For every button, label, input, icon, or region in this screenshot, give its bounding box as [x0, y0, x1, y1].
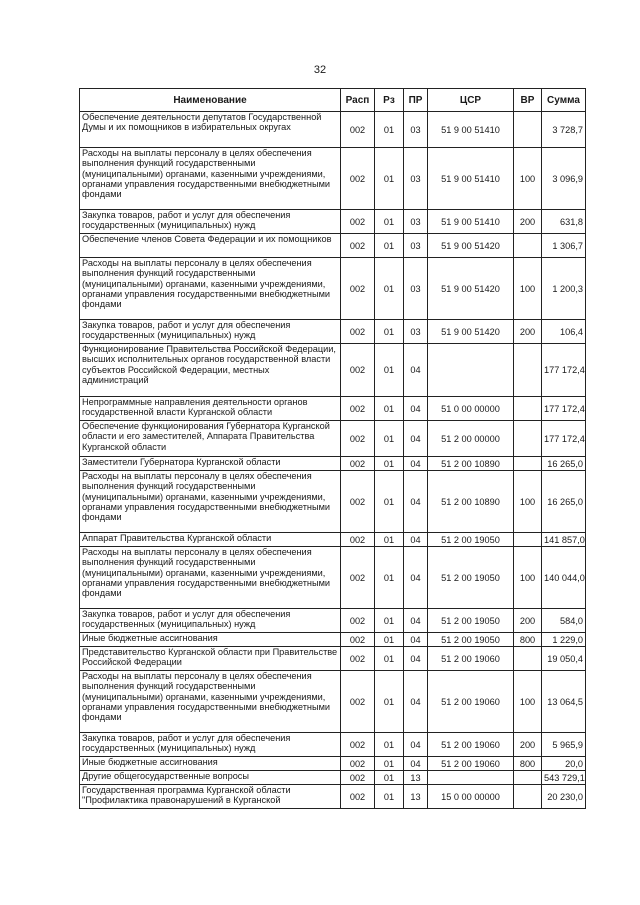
- row-pr: 04: [404, 344, 428, 397]
- row-pr: 03: [404, 234, 428, 258]
- row-rz: 01: [375, 234, 404, 258]
- row-name: Государственная программа Курганской области "Профилактика правонарушений в Курганской: [80, 785, 341, 809]
- row-sum: 20,0: [542, 757, 586, 771]
- row-vr: 800: [514, 757, 542, 771]
- row-rasp: 002: [341, 533, 375, 547]
- row-name: Закупка товаров, работ и услуг для обеспечения государственных (муниципальных) нужд: [80, 210, 341, 234]
- row-sum: 5 965,9: [542, 733, 586, 757]
- table-header: [80, 89, 586, 112]
- row-rz: 01: [375, 148, 404, 210]
- row-vr: 200: [514, 733, 542, 757]
- row-vr: 200: [514, 609, 542, 633]
- row-csr: 51 9 00 51410: [428, 148, 514, 210]
- row-vr: 200: [514, 210, 542, 234]
- row-name: Иные бюджетные ассигнования: [80, 633, 341, 647]
- row-rasp: 002: [341, 397, 375, 421]
- table-row: [80, 633, 586, 647]
- row-sum: 16 265,0: [542, 457, 586, 471]
- row-name: Закупка товаров, работ и услуг для обеспечения государственных (муниципальных) нужд: [80, 320, 341, 344]
- row-rasp: 002: [341, 757, 375, 771]
- row-rz: 01: [375, 210, 404, 234]
- table-row: [80, 234, 586, 258]
- row-sum: 177 172,4: [542, 344, 586, 397]
- table-row: [80, 457, 586, 471]
- row-pr: 04: [404, 397, 428, 421]
- row-name: Расходы на выплаты персоналу в целях обеспечения выполнения функций государственными (муниципальными) органами, казенными учреждениями, органами управления государственными внебюджетными фондами: [80, 547, 341, 609]
- row-csr: 51 2 00 19050: [428, 609, 514, 633]
- row-rasp: 002: [341, 671, 375, 733]
- row-rz: 01: [375, 757, 404, 771]
- row-rasp: 002: [341, 320, 375, 344]
- row-rz: 01: [375, 112, 404, 148]
- row-sum: 141 857,0: [542, 533, 586, 547]
- table-row: [80, 112, 586, 148]
- row-pr: 13: [404, 771, 428, 785]
- row-sum: 177 172,4: [542, 421, 586, 457]
- header-sum: Сумма: [542, 89, 586, 112]
- page-number: 32: [313, 64, 327, 76]
- row-vr: 200: [514, 320, 542, 344]
- row-vr: [514, 785, 542, 809]
- header-row: [80, 89, 586, 112]
- row-sum: 1 229,0: [542, 633, 586, 647]
- row-name: Другие общегосударственные вопросы: [80, 771, 341, 785]
- row-sum: 13 064,5: [542, 671, 586, 733]
- table-row: [80, 547, 586, 609]
- row-pr: 03: [404, 258, 428, 320]
- row-rz: 01: [375, 344, 404, 397]
- table-body: [80, 112, 586, 809]
- row-rasp: 002: [341, 148, 375, 210]
- row-vr: [514, 112, 542, 148]
- row-rasp: 002: [341, 733, 375, 757]
- row-csr: 51 9 00 51410: [428, 112, 514, 148]
- row-csr: 51 2 00 00000: [428, 421, 514, 457]
- row-name: Представительство Курганской области при Правительстве Российской Федерации: [80, 647, 341, 671]
- row-sum: 1 200,3: [542, 258, 586, 320]
- row-name: Расходы на выплаты персоналу в целях обеспечения выполнения функций государственными (муниципальными) органами, казенными учреждениями, органами управления государственными внебюджетными фондами: [80, 258, 341, 320]
- row-pr: 04: [404, 533, 428, 547]
- row-name: Обеспечение функционирования Губернатора Курганской области и его заместителей, Аппарата Правительства Курганской области: [80, 421, 341, 457]
- row-csr: 51 9 00 51420: [428, 258, 514, 320]
- row-sum: 106,4: [542, 320, 586, 344]
- row-pr: 13: [404, 785, 428, 809]
- row-vr: [514, 457, 542, 471]
- row-sum: 1 306,7: [542, 234, 586, 258]
- table-row: [80, 533, 586, 547]
- row-rasp: 002: [341, 547, 375, 609]
- row-csr: 51 2 00 19060: [428, 647, 514, 671]
- row-csr: 51 9 00 51410: [428, 210, 514, 234]
- header-rasp: Расп: [341, 89, 375, 112]
- header-name: Наименование: [80, 89, 341, 112]
- row-vr: [514, 421, 542, 457]
- row-rz: 01: [375, 457, 404, 471]
- table-row: [80, 258, 586, 320]
- row-rz: 01: [375, 633, 404, 647]
- table-row: [80, 210, 586, 234]
- table-row: [80, 471, 586, 533]
- row-rasp: 002: [341, 112, 375, 148]
- row-pr: 03: [404, 320, 428, 344]
- row-pr: 03: [404, 112, 428, 148]
- row-sum: 3 728,7: [542, 112, 586, 148]
- row-sum: 19 050,4: [542, 647, 586, 671]
- row-rasp: 002: [341, 785, 375, 809]
- header-vr: ВР: [514, 89, 542, 112]
- row-csr: 51 2 00 19060: [428, 671, 514, 733]
- row-rz: 01: [375, 771, 404, 785]
- row-csr: [428, 771, 514, 785]
- row-csr: 51 2 00 19050: [428, 533, 514, 547]
- row-rasp: 002: [341, 771, 375, 785]
- row-rasp: 002: [341, 609, 375, 633]
- row-csr: [428, 344, 514, 397]
- row-pr: 04: [404, 609, 428, 633]
- row-vr: [514, 647, 542, 671]
- row-csr: 51 2 00 10890: [428, 471, 514, 533]
- table-row: [80, 671, 586, 733]
- row-vr: 100: [514, 471, 542, 533]
- row-rz: 01: [375, 609, 404, 633]
- row-name: Заместители Губернатора Курганской области: [80, 457, 341, 471]
- row-rasp: 002: [341, 258, 375, 320]
- row-rz: 01: [375, 471, 404, 533]
- header-pr: ПР: [404, 89, 428, 112]
- row-rz: 01: [375, 258, 404, 320]
- row-name: Расходы на выплаты персоналу в целях обеспечения выполнения функций государственными (муниципальными) органами, казенными учреждениями, органами управления государственными внебюджетными фондами: [80, 671, 341, 733]
- row-pr: 04: [404, 733, 428, 757]
- row-pr: 04: [404, 547, 428, 609]
- row-rz: 01: [375, 397, 404, 421]
- table-row: [80, 148, 586, 210]
- row-name: Обеспечение членов Совета Федерации и их помощников: [80, 234, 341, 258]
- row-vr: 100: [514, 258, 542, 320]
- row-vr: 100: [514, 671, 542, 733]
- row-rz: 01: [375, 547, 404, 609]
- table-row: [80, 609, 586, 633]
- row-pr: 04: [404, 757, 428, 771]
- row-name: Непрограммные направления деятельности органов государственной власти Курганской области: [80, 397, 341, 421]
- row-csr: 51 2 00 19050: [428, 633, 514, 647]
- row-rasp: 002: [341, 344, 375, 397]
- table-row: [80, 397, 586, 421]
- row-name: Функционирование Правительства Российской Федерации, высших исполнительных органов государственной власти субъектов Российской Федерации, местных администраций: [80, 344, 341, 397]
- row-name: Расходы на выплаты персоналу в целях обеспечения выполнения функций государственными (муниципальными) органами, казенными учреждениями, органами управления государственными внебюджетными фондами: [80, 471, 341, 533]
- row-rasp: 002: [341, 457, 375, 471]
- table-row: [80, 785, 586, 809]
- header-csr: ЦСР: [428, 89, 514, 112]
- row-rz: 01: [375, 320, 404, 344]
- row-rz: 01: [375, 421, 404, 457]
- row-sum: 543 729,1: [542, 771, 586, 785]
- row-pr: 04: [404, 457, 428, 471]
- row-sum: 3 096,9: [542, 148, 586, 210]
- row-rasp: 002: [341, 471, 375, 533]
- row-pr: 04: [404, 421, 428, 457]
- table-row: [80, 344, 586, 397]
- row-vr: 100: [514, 547, 542, 609]
- table-row: [80, 320, 586, 344]
- row-vr: [514, 397, 542, 421]
- row-name: Закупка товаров, работ и услуг для обеспечения государственных (муниципальных) нужд: [80, 733, 341, 757]
- row-sum: 20 230,0: [542, 785, 586, 809]
- row-rasp: 002: [341, 421, 375, 457]
- row-pr: 04: [404, 633, 428, 647]
- row-name: Расходы на выплаты персоналу в целях обеспечения выполнения функций государственными (муниципальными) органами, казенными учреждениями, органами управления государственными внебюджетными фондами: [80, 148, 341, 210]
- row-pr: 04: [404, 471, 428, 533]
- row-sum: 177 172,4: [542, 397, 586, 421]
- row-rasp: 002: [341, 234, 375, 258]
- row-sum: 631,8: [542, 210, 586, 234]
- row-csr: 15 0 00 00000: [428, 785, 514, 809]
- row-pr: 03: [404, 210, 428, 234]
- row-vr: [514, 234, 542, 258]
- row-sum: 140 044,0: [542, 547, 586, 609]
- row-pr: 04: [404, 647, 428, 671]
- row-rasp: 002: [341, 633, 375, 647]
- row-vr: [514, 771, 542, 785]
- row-name: Закупка товаров, работ и услуг для обеспечения государственных (муниципальных) нужд: [80, 609, 341, 633]
- row-sum: 584,0: [542, 609, 586, 633]
- row-rasp: 002: [341, 647, 375, 671]
- table-row: [80, 757, 586, 771]
- row-vr: 800: [514, 633, 542, 647]
- row-rz: 01: [375, 671, 404, 733]
- row-name: Иные бюджетные ассигнования: [80, 757, 341, 771]
- row-vr: [514, 533, 542, 547]
- row-csr: 51 2 00 19060: [428, 733, 514, 757]
- table-row: [80, 647, 586, 671]
- row-csr: 51 9 00 51420: [428, 320, 514, 344]
- row-name: Обеспечение деятельности депутатов Государственной Думы и их помощников в избирательных округах: [80, 112, 341, 148]
- budget-table: [79, 88, 586, 809]
- table-row: [80, 771, 586, 785]
- row-name: Аппарат Правительства Курганской области: [80, 533, 341, 547]
- row-rasp: 002: [341, 210, 375, 234]
- header-rz: Рз: [375, 89, 404, 112]
- row-rz: 01: [375, 533, 404, 547]
- table-row: [80, 421, 586, 457]
- row-csr: 51 2 00 19050: [428, 547, 514, 609]
- row-csr: 51 9 00 51420: [428, 234, 514, 258]
- table-row: [80, 733, 586, 757]
- row-vr: [514, 344, 542, 397]
- row-vr: 100: [514, 148, 542, 210]
- row-csr: 51 2 00 10890: [428, 457, 514, 471]
- row-rz: 01: [375, 647, 404, 671]
- row-csr: 51 2 00 19060: [428, 757, 514, 771]
- row-sum: 16 265,0: [542, 471, 586, 533]
- row-pr: 04: [404, 671, 428, 733]
- row-pr: 03: [404, 148, 428, 210]
- row-rz: 01: [375, 785, 404, 809]
- row-rz: 01: [375, 733, 404, 757]
- row-csr: 51 0 00 00000: [428, 397, 514, 421]
